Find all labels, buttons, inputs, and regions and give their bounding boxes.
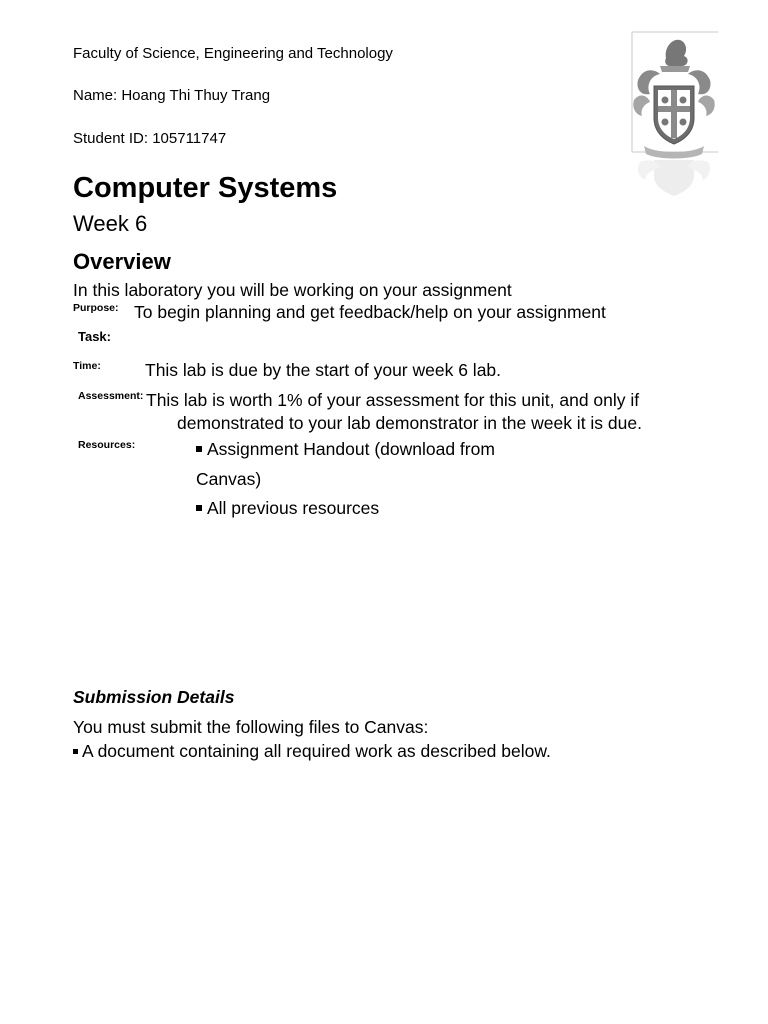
assessment-text-line-2: demonstrated to your lab demonstrator in the week it is due. bbox=[177, 413, 642, 433]
assessment-text-line-1: This lab is worth 1% of your assessment for this unit, and only if bbox=[146, 390, 640, 410]
faculty-line: Faculty of Science, Engineering and Technology bbox=[73, 45, 393, 62]
resource-item bbox=[196, 439, 495, 460]
assessment-label: Assessment: bbox=[78, 390, 144, 402]
resources-label: Resources: bbox=[78, 439, 136, 451]
student-id: Student ID: 105711747 bbox=[73, 130, 227, 147]
time-label: Time: bbox=[73, 360, 101, 372]
purpose-text: To begin planning and get feedback/help on your assignment bbox=[134, 302, 606, 322]
resource-item-text: Assignment Handout (download from bbox=[207, 439, 495, 459]
submission-intro: You must submit the following files to Canvas: bbox=[73, 717, 429, 737]
square-bullet-icon bbox=[196, 446, 202, 452]
student-name: Name: Hoang Thi Thuy Trang bbox=[73, 87, 271, 104]
time-text: This lab is due by the start of your week 6 lab. bbox=[145, 360, 502, 380]
submission-item bbox=[73, 741, 551, 762]
submission-item-text: A document containing all required work as described below. bbox=[82, 741, 551, 761]
submission-heading: Submission Details bbox=[73, 687, 235, 707]
resource-item-continuation: Canvas) bbox=[196, 469, 262, 489]
week-label: Week 6 bbox=[73, 211, 148, 236]
university-crest-logo bbox=[630, 30, 718, 198]
square-bullet-icon bbox=[196, 505, 202, 511]
document-title: Computer Systems bbox=[73, 172, 338, 204]
resource-item bbox=[196, 498, 379, 519]
resource-item-text: All previous resources bbox=[207, 498, 380, 518]
task-label: Task: bbox=[78, 329, 111, 344]
overview-intro: In this laboratory you will be working on your assignment bbox=[73, 280, 512, 300]
overview-heading: Overview bbox=[73, 249, 171, 274]
purpose-label: Purpose: bbox=[73, 302, 119, 314]
square-bullet-icon bbox=[73, 749, 78, 754]
